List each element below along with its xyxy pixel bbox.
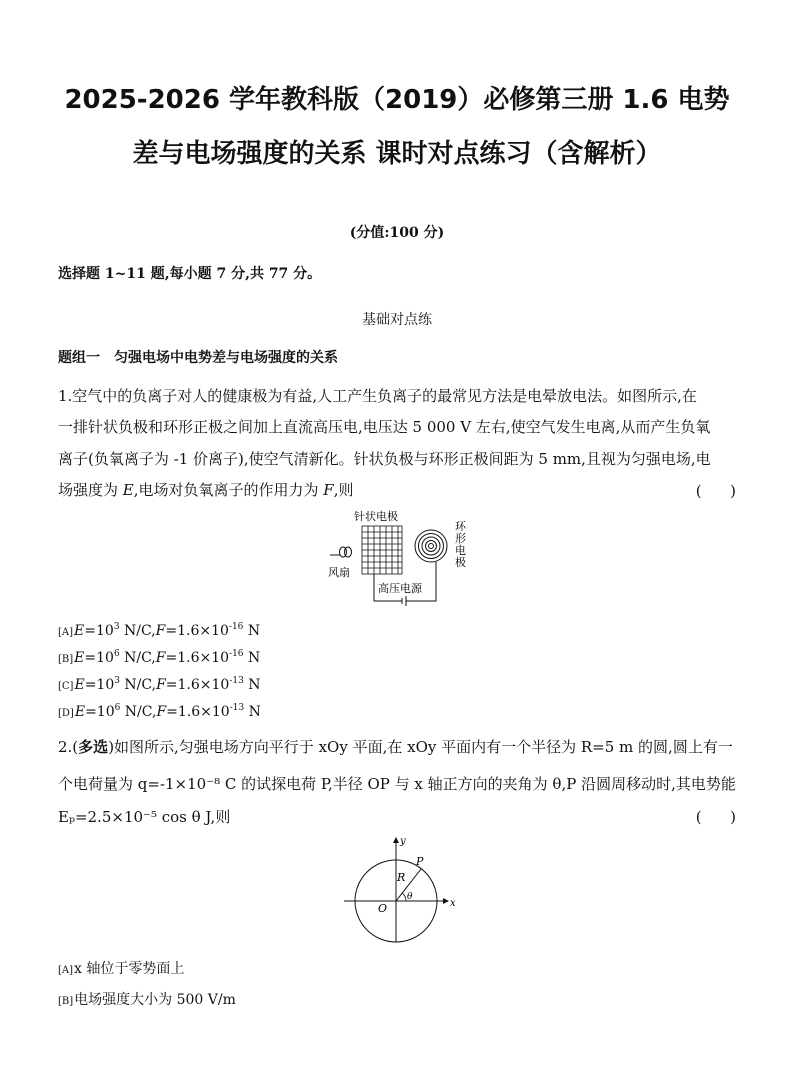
q1-line-3: 离子(负氧离子为 -1 价离子),使空气清新化。针状负极与环形正极间距为 5 mm,且视为匀强电场,电	[58, 450, 711, 468]
power-supply-label: 高压电源	[378, 582, 422, 595]
document-title-line-1: 2025-2026 学年教科版（2019）必修第三册 1.6 电势	[64, 85, 730, 115]
q2-answer-paren: ( )	[695, 808, 736, 826]
q1-line-4: 场强度为 E,电场对负氧离子的作用力为 F,则	[58, 481, 354, 499]
score-note: (分值:100 分)	[349, 225, 445, 241]
q2-line-3: Eₚ=2.5×10⁻⁵ cos θ J,则	[58, 808, 231, 826]
theta-label: θ	[407, 892, 413, 902]
corona-discharge-figure	[318, 506, 478, 606]
radius-r-label: R	[397, 871, 406, 884]
needle-electrode-label: 针状电极	[354, 510, 398, 523]
q2-option-b: [B]电场强度大小为 500 V/m	[58, 992, 236, 1008]
q2-line-2: 个电荷量为 q=-1×10⁻⁸ C 的试探电荷 P,半径 OP 与 x 轴正方向的夹角为 θ,P 沿圆周移动时,其电势能	[58, 775, 736, 793]
q1-option-b: $[B]E=10^6$ $N/C,F=1.6\times 10^{-16}$ N	[58, 649, 261, 666]
document-title-line-2: 差与电场强度的关系 课时对点练习（含解析）	[132, 139, 662, 169]
fan-icon	[330, 547, 352, 557]
circle-field-figure	[340, 832, 465, 947]
y-axis-label: y	[400, 836, 406, 847]
section-note: 选择题 1~11 题,每小题 7 分,共 77 分。	[58, 266, 322, 282]
needle-electrode-grid	[362, 526, 402, 574]
ring-label-char-1: 环	[455, 520, 466, 533]
origin-label: O	[378, 902, 388, 915]
q1-option-a: $[A]E=10^3$ $N/C,F=1.6\times 10^{-16}$ N	[58, 622, 261, 639]
q2-option-a: [A]x 轴位于零势面上	[58, 961, 185, 977]
q1-option-d: $[D]E=10^6$ $N/C,F=1.6\times 10^{-13}$ N	[58, 703, 261, 720]
ring-label-char-2: 形	[455, 532, 466, 545]
fan-label: 风扇	[328, 566, 350, 579]
point-p-label: P	[416, 855, 424, 868]
q1-line-1: 1.空气中的负离子对人的健康极为有益,人工产生负离子的最常见方法是电晕放电法。如图所示,在	[58, 387, 697, 405]
q1-line-2: 一排针状负极和环形正极之间加上直流高压电,电压达 5 000 V 左右,使空气发生电离,从而产生负氧	[58, 418, 711, 436]
q2-line-1: 2.(多选)如图所示,匀强电场方向平行于 xOy 平面,在 xOy 平面内有一个半径为 R=5 m 的圆,圆上有一	[58, 738, 733, 756]
x-axis-label: x	[450, 898, 456, 909]
angle-arc	[402, 893, 406, 901]
q1-answer-paren: ( )	[695, 482, 736, 500]
section-subtitle: 基础对点练	[362, 312, 432, 328]
ring-label-char-3: 电	[455, 544, 466, 557]
coordinate-axes	[344, 838, 448, 942]
ring-label-char-4: 极	[455, 556, 466, 569]
ring-electrode-spiral	[415, 530, 447, 562]
q1-option-c: $[C]E=10^3$ $N/C,F=1.6\times 10^{-13}$ N	[58, 676, 261, 693]
group-heading: 题组一 匀强电场中电势差与电场强度的关系	[58, 350, 338, 366]
